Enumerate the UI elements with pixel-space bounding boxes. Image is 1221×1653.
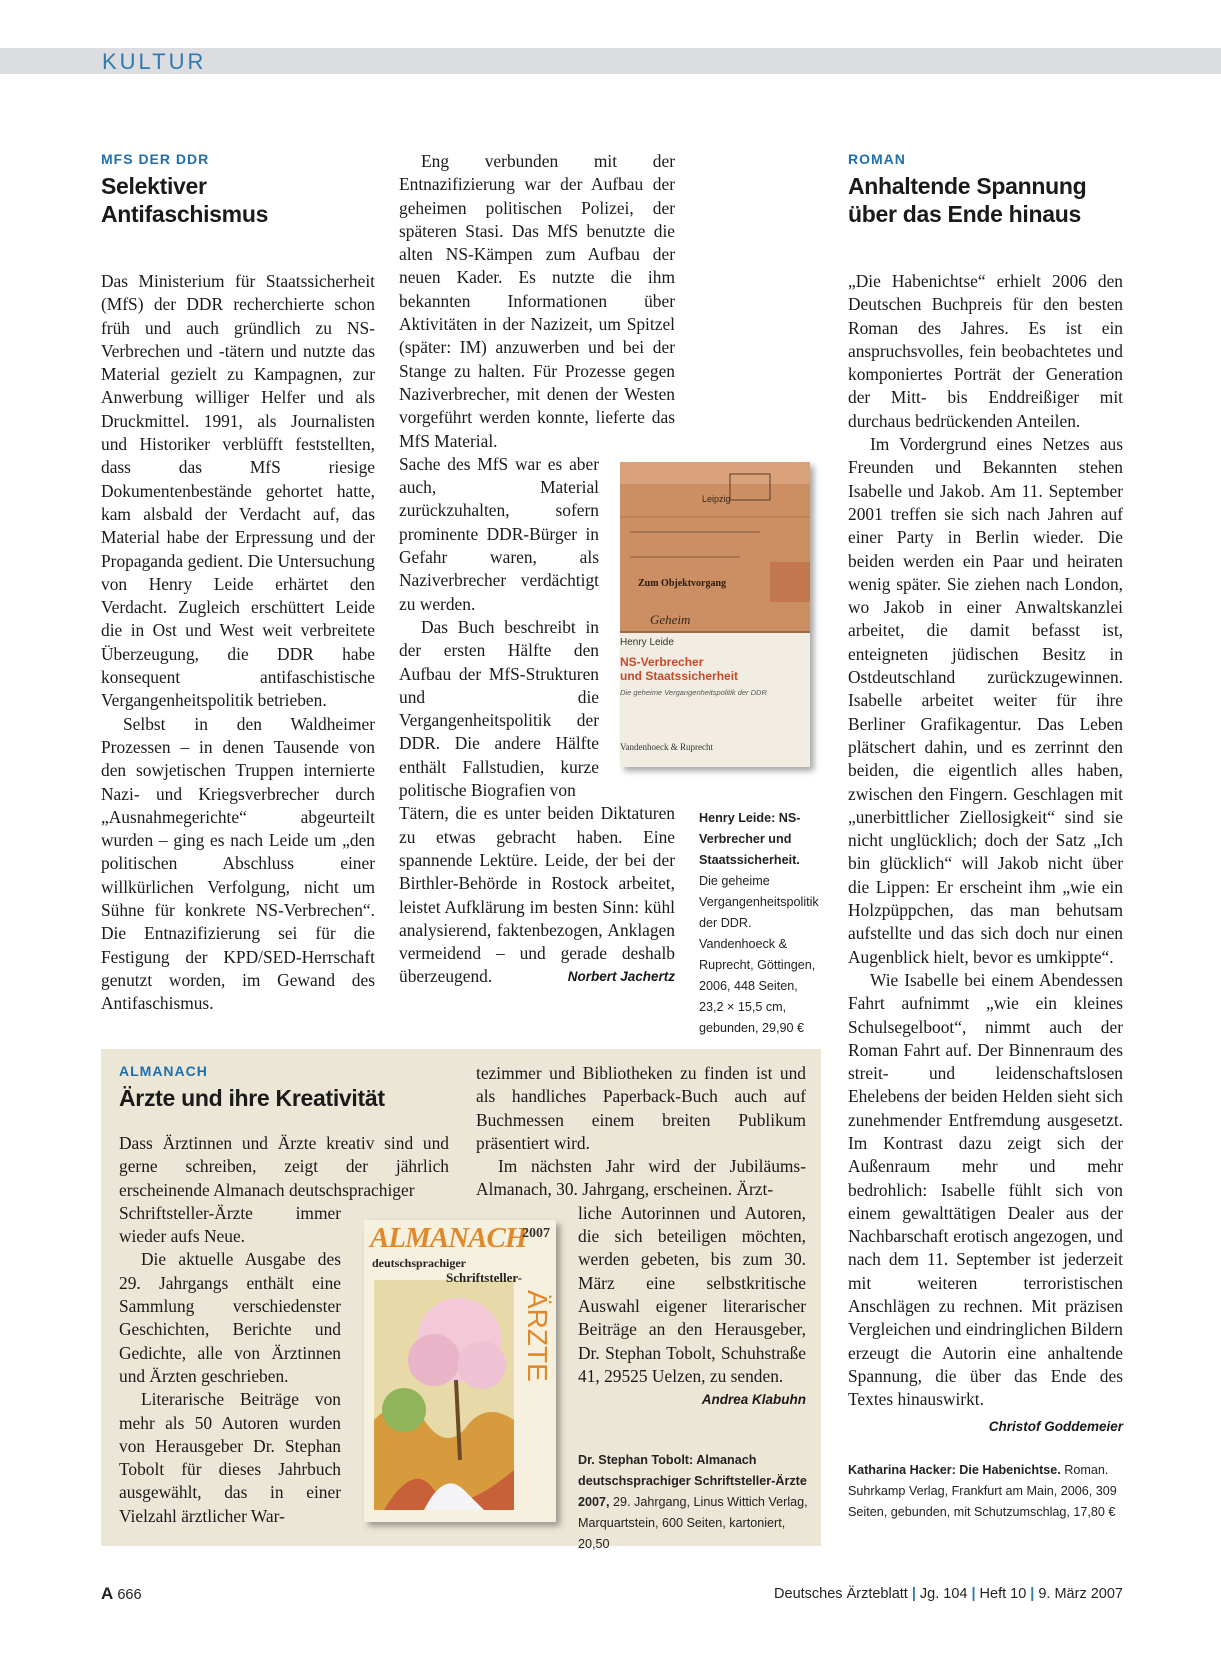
- almanach-book-caption: [578, 1450, 811, 1555]
- almanach-kicker: ALMANACH: [119, 1063, 208, 1079]
- mfs-paragraph-2: Selbst in den Waldheimer Prozessen – in denen Tausende von den sowjetischen Truppen internierte Nazi- und Kriegsverbrecher durch „Ausnahmegerichte“ abgeurteilt wurden – ging es nach Leide um „den politischen Abschluss einer willkürlichen Verfolgung, nicht um Sühne für konkrete NS-Verbrechen“. Die Entnazifizierung sei für die Festigung der KPD/SED-Herrschaft genutzt worden, im Gewand des Antifaschismus.: [101, 713, 375, 1014]
- cover-book-title-line1: NS-Verbrecher: [620, 655, 704, 669]
- mfs-kicker: MFS DER DDR: [101, 151, 210, 167]
- roman-article: [848, 150, 1123, 1523]
- almanach-paragraph-5b: [578, 1202, 806, 1408]
- roman-paragraph-3: Wie Isabelle bei einem Abendessen Fahrt aufnimmt „wie ein kleines Schulsegelboot“, nimmt auch der Roman Fahrt auf. Der Binnenraum des streit- und leidenschaftslosen Ehelebens der beiden Helden sieht sich zunehmender Entfremdung ausgesetzt. Im Kontrast dazu zeigt sich der Außenraum mehr und mehr bedrohlich: Isabelle fühlt sich von einem gewalttätigen Dealer aus der Nachbarschaft erotisch angezogen, und nach dem 11. September ist jederzeit mit weiteren terroristischen Anschlägen zu rechnen. Mit präzisen Vergleichen und eindringlichen Bildern erzeugt die Autorin eine anhaltende Spannung, die über das Ende des Textes hinauswirkt.: [848, 969, 1123, 1410]
- almanach-paragraph-5b-text: liche Autorinnen und Autoren, die sich beteiligen möchten, werden gebeten, bis zum 30. März eine selbstkritische Auswahl eigener literarischer Beiträge an den Herausgeber, Dr. Stephan Tobolt, Schuhstraße 41, 29525 Uelzen, zu senden.: [578, 1202, 806, 1386]
- cover-book-subtitle: Die geheime Vergangenheitspolitik der DDR: [620, 688, 767, 697]
- almanach-paragraph-1a: Dass Ärztinnen und Ärzte kreativ sind und gerne schreiben, zeigt der jährlich erscheinende Almanach deutschsprachiger: [119, 1133, 449, 1200]
- cover-book-author: Henry Leide: [620, 637, 674, 648]
- cover-doc-text-objektvorgang: Zum Objektvorgang: [638, 578, 727, 589]
- mfs-caption-details: Die geheime Vergangenheitspolitik der DDR. Vandenhoeck & Ruprecht, Göttingen, 2006, 448 Seiten, 23,2 × 15,5 cm, gebunden, 29,90 €: [699, 874, 819, 1035]
- roman-kicker: ROMAN: [848, 151, 906, 167]
- almanach-book-cover: [364, 1220, 556, 1522]
- ns-verbrecher-cover-art: [620, 462, 810, 767]
- mfs-paragraph-4a: Das Buch beschreibt in der ersten Hälfte den Aufbau der MfS-Strukturen und die Vergangenheitspolitik der DDR. Die andere Hälfte enthält Fallstudien, kurze politische Biografien von: [399, 616, 599, 801]
- roman-caption-title: Katharina Hacker: Die Habenichtse.: [848, 1462, 1061, 1477]
- mfs-book-caption: [699, 808, 817, 1039]
- journal-issue: Heft 10: [979, 1586, 1027, 1602]
- roman-headline-line1: Anhaltende Spannung: [848, 173, 1087, 199]
- almanach-paragraph-3: Literarische Beiträge von mehr als 50 Autoren wurden von Herausgeber Dr. Stephan Tobolt für dieses Jahrbuch ausgewählt, das in einer Vielzahl ärztlicher War-: [119, 1389, 341, 1526]
- mfs-caption-title: Henry Leide: NS-Verbrecher und Staatssicherheit.: [699, 811, 801, 867]
- journal-date: 9. März 2007: [1038, 1586, 1123, 1602]
- almanach-author: Andrea Klabuhn: [701, 1392, 806, 1408]
- page-prefix: A: [101, 1584, 114, 1603]
- almanach-paragraph-5a: Im nächsten Jahr wird der Jubiläums-Almanach, 30. Jahrgang, erscheinen. Ärzt-: [476, 1156, 806, 1200]
- almanach-paragraph-2: Die aktuelle Ausgabe des 29. Jahrgangs enthält eine Sammlung verschiedenster Geschichten, Berichte und Gedichte, alle von Ärztinnen und Ärzten geschrieben.: [119, 1249, 341, 1386]
- mfs-headline-line1: Selektiver: [101, 173, 207, 199]
- mfs-paragraph-4b-text: Tätern, die es unter beiden Diktaturen zu etwas gebracht haben. Eine spannende Lektüre. Leide, der bei der Birthler-Behörde in Rostock arbeitet, leistet Aufklärung im besten Sinn: kühl analysierend, faktenbezogen, Anklagen vermeidend – und gerade deshalb überzeugend.: [399, 803, 675, 987]
- mfs-headline: [101, 172, 375, 228]
- section-label: KULTUR: [102, 49, 207, 74]
- mfs-author: Norbert Jachertz: [567, 969, 675, 985]
- roman-author: Christof Goddemeier: [988, 1418, 1123, 1434]
- page-number: 666: [117, 1587, 142, 1603]
- almanach-caption-title: Dr. Stephan Tobolt: Almanach deutschsprachiger Schriftsteller-Ärzte 2007,: [578, 1453, 807, 1509]
- mfs-article-col1: [101, 150, 375, 1016]
- roman-headline-line2: über das Ende hinaus: [848, 201, 1081, 227]
- almanach-paragraph-4: tezimmer und Bibliotheken zu finden ist und als handliches Paperback-Buch auch auf Buchmessen einem breiten Publikum präsentiert wird.: [476, 1063, 806, 1153]
- cover-book-title-line2: und Staatssicherheit: [620, 669, 739, 683]
- almanach-cover-year: 2007: [522, 1226, 550, 1241]
- roman-paragraph-2: Im Vordergrund eines Netzes aus Freunden und Bekannten stehen Isabelle und Jakob. Am 11. September 2001 treffen sie sich nach Jahren auf einer Party in Berlin wieder. Die beiden werden ein Paar und heiraten wenig später. Sie ziehen nach London, wo Jakob in einer Anwaltskanzlei arbeitet, die damit befasst ist, enteigneten jüdischen Besitz in Ostdeutschland zurückzugewinnen. Isabelle arbeitet weiter für ihre Berliner Grafikagentur. Das Leben plätschert dahin, und es zerrinnt den beiden, die eigentlich alles haben, zwischen den Fingern. Geschlagen mit „unerbittlicher Ziellosigkeit“ sind sie nicht unglücklich; doch der Satz „Ich bin glücklich“ will Jakob nicht über die Lippen: Er erscheint ihm „wie ein Holzpüppchen, das man behutsam aufstellte und das sich doch nur einen Augenblick hielt, bevor es umkippte“.: [848, 434, 1123, 967]
- almanach-cover-word: ALMANACH: [370, 1222, 527, 1254]
- almanach-cover-vertical: ÄRZTE: [522, 1290, 553, 1382]
- roman-caption-details: Roman. Suhrkamp Verlag, Frankfurt am Main, 2006, 309 Seiten, gebunden, mit Schutzumschlag, 17,80 €: [848, 1462, 1117, 1519]
- cover-book-publisher: Vandenhoeck & Ruprecht: [620, 742, 713, 752]
- roman-paragraph-1: „Die Habenichtse“ erhielt 2006 den Deutschen Buchpreis für den besten Roman des Jahres. Es ist ein anspruchsvolles, fein beobachtetes und komponiertes Porträt der Generation der Mitt- bis Enddreißiger mit durchaus bedrückenden Anteilen.: [848, 271, 1123, 431]
- almanach-caption-details: 29. Jahrgang, Linus Wittich Verlag, Marquartstein, 600 Seiten, kartoniert, 20,50: [578, 1495, 808, 1551]
- mfs-paragraph-3b: Sache des MfS war es aber auch, Material zurückzuhalten, sofern prominente DDR-Bürger in Gefahr waren, als Naziverbrecher verdächtigt zu werden.: [399, 453, 599, 614]
- journal-volume: Jg. 104: [919, 1586, 968, 1602]
- footer-journal-info: Deutsches Ärzteblatt | Jg. 104 | Heft 10 | 9. März 2007: [774, 1586, 1123, 1602]
- roman-headline: [848, 172, 1123, 228]
- mfs-paragraph-1: Das Ministerium für Staatssicherheit (MfS) der DDR recherchierte schon früh und auch gründlich zu NS-Verbrechen und -tätern und nutzte das Material gezielt zu Kampagnen, zur Anwerbung williger Helfer und als Druckmittel. 1991, als Journalisten und Historiker verblüfft feststellten, dass das MfS riesige Dokumentenbestände gehortet hatte, kam alsbald der Verdacht auf, das Material habe der Erpressung und der Propaganda gedient. Die Untersuchung von Henry Leide erhärtet den Verdacht. Zugleich erschüttert Leide die in Ost und West weit verbreitete Überzeugung, die DDR habe konsequent antifaschistische Vergangenheitspolitik betrieben.: [101, 271, 375, 711]
- mfs-paragraph-3: Eng verbunden mit der Entnazifizierung war der Aufbau der geheimen politischen Polizei, der späteren Stasi. Das MfS benutzte die alten NS-Kämpen zum Aufbau der neuen Kader. Es nutzte die ihm bekannten Informationen über Aktivitäten in der Nazizeit, um Spitzel (später: IM) anzuwerben und bei der Stange zu halten. Für Prozesse gegen Naziverbrecher, mit denen der Westen vorgeführt werden konnte, lieferte das MfS Material.: [399, 151, 675, 451]
- mfs-headline-line2: Antifaschismus: [101, 201, 269, 227]
- journal-name: Deutsches Ärzteblatt: [774, 1586, 908, 1602]
- almanach-headline: Ärzte und ihre Kreativität: [119, 1085, 385, 1111]
- roman-book-caption: [848, 1460, 1123, 1523]
- cover-doc-text-geheim: Geheim: [650, 612, 691, 627]
- mfs-paragraph-4b: [399, 802, 675, 988]
- footer-page-number: [101, 1584, 142, 1604]
- almanach-cover-line3: Schriftsteller-: [446, 1270, 523, 1285]
- almanach-paragraph-1b: Schriftsteller-Ärzte immer wieder aufs Neue.: [119, 1202, 341, 1247]
- almanach-cover-line2: deutschsprachiger: [372, 1256, 466, 1270]
- ns-verbrecher-book-cover: [620, 462, 810, 767]
- cover-book-title: [620, 655, 738, 683]
- cover-doc-text-leipzig: Leipzig: [702, 494, 731, 504]
